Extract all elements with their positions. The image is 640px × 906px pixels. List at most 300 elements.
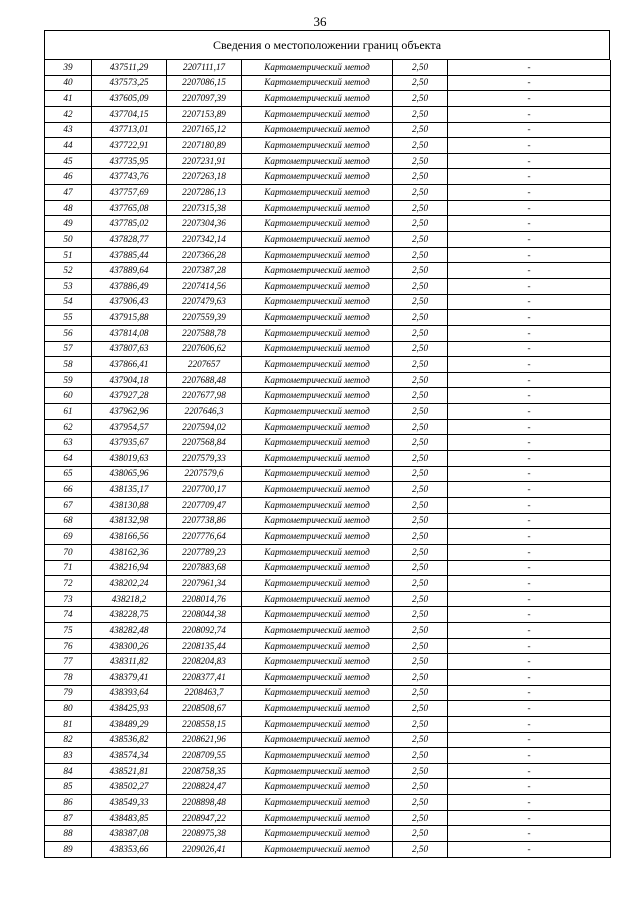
accuracy-cell: 2,50 <box>393 669 448 685</box>
method-cell: Картометрический метод <box>242 497 393 513</box>
table-row <box>45 372 611 388</box>
x-coordinate: 438311,82 <box>92 654 167 670</box>
y-coordinate: 2207588,78 <box>167 325 242 341</box>
accuracy-cell: 2,50 <box>393 482 448 498</box>
accuracy-cell: 2,50 <box>393 106 448 122</box>
table-row <box>45 810 611 826</box>
point-number: 80 <box>45 701 92 717</box>
point-number: 64 <box>45 451 92 467</box>
method-cell: Картометрический метод <box>242 748 393 764</box>
x-coordinate: 437962,96 <box>92 404 167 420</box>
accuracy-cell: 2,50 <box>393 748 448 764</box>
table-row <box>45 75 611 91</box>
x-coordinate: 438521,81 <box>92 763 167 779</box>
extra-cell: - <box>448 294 611 310</box>
table-row <box>45 185 611 201</box>
y-coordinate: 2208898,48 <box>167 795 242 811</box>
point-number: 61 <box>45 404 92 420</box>
point-number: 85 <box>45 779 92 795</box>
y-coordinate: 2208014,76 <box>167 591 242 607</box>
extra-cell: - <box>448 278 611 294</box>
table-row <box>45 513 611 529</box>
point-number: 53 <box>45 278 92 294</box>
table-row <box>45 153 611 169</box>
x-coordinate: 437885,44 <box>92 247 167 263</box>
y-coordinate: 2207738,86 <box>167 513 242 529</box>
extra-cell: - <box>448 560 611 576</box>
x-coordinate: 437757,69 <box>92 185 167 201</box>
method-cell: Картометрический метод <box>242 701 393 717</box>
table-row <box>45 748 611 764</box>
point-number: 41 <box>45 91 92 107</box>
x-coordinate: 438574,34 <box>92 748 167 764</box>
accuracy-cell: 2,50 <box>393 513 448 529</box>
extra-cell: - <box>448 325 611 341</box>
accuracy-cell: 2,50 <box>393 638 448 654</box>
method-cell: Картометрический метод <box>242 247 393 263</box>
extra-cell: - <box>448 763 611 779</box>
method-cell: Картометрический метод <box>242 451 393 467</box>
accuracy-cell: 2,50 <box>393 576 448 592</box>
extra-cell: - <box>448 419 611 435</box>
method-cell: Картометрический метод <box>242 419 393 435</box>
x-coordinate: 437605,09 <box>92 91 167 107</box>
y-coordinate: 2207776,64 <box>167 529 242 545</box>
table-row <box>45 732 611 748</box>
y-coordinate: 2207231,91 <box>167 153 242 169</box>
y-coordinate: 2208508,67 <box>167 701 242 717</box>
x-coordinate: 438130,88 <box>92 497 167 513</box>
x-coordinate: 438379,41 <box>92 669 167 685</box>
accuracy-cell: 2,50 <box>393 685 448 701</box>
point-number: 62 <box>45 419 92 435</box>
method-cell: Картометрический метод <box>242 232 393 248</box>
x-coordinate: 438425,93 <box>92 701 167 717</box>
y-coordinate: 2207304,36 <box>167 216 242 232</box>
method-cell: Картометрический метод <box>242 357 393 373</box>
table-row <box>45 388 611 404</box>
y-coordinate: 2207165,12 <box>167 122 242 138</box>
method-cell: Картометрический метод <box>242 560 393 576</box>
y-coordinate: 2208558,15 <box>167 716 242 732</box>
extra-cell: - <box>448 216 611 232</box>
method-cell: Картометрический метод <box>242 278 393 294</box>
table-row <box>45 560 611 576</box>
method-cell: Картометрический метод <box>242 623 393 639</box>
table-row <box>45 826 611 842</box>
point-number: 60 <box>45 388 92 404</box>
accuracy-cell: 2,50 <box>393 357 448 373</box>
x-coordinate: 438135,17 <box>92 482 167 498</box>
table-row <box>45 435 611 451</box>
point-number: 51 <box>45 247 92 263</box>
extra-cell: - <box>448 388 611 404</box>
extra-cell: - <box>448 779 611 795</box>
extra-cell: - <box>448 701 611 717</box>
method-cell: Картометрический метод <box>242 216 393 232</box>
table-row <box>45 654 611 670</box>
accuracy-cell: 2,50 <box>393 169 448 185</box>
extra-cell: - <box>448 60 611 75</box>
table-row <box>45 529 611 545</box>
y-coordinate: 2207366,28 <box>167 247 242 263</box>
table-row <box>45 638 611 654</box>
table-row <box>45 544 611 560</box>
y-coordinate: 2208709,55 <box>167 748 242 764</box>
table-row <box>45 669 611 685</box>
extra-cell: - <box>448 732 611 748</box>
x-coordinate: 438162,36 <box>92 544 167 560</box>
x-coordinate: 438282,48 <box>92 623 167 639</box>
table-row <box>45 607 611 623</box>
method-cell: Картометрический метод <box>242 466 393 482</box>
extra-cell: - <box>448 607 611 623</box>
point-number: 54 <box>45 294 92 310</box>
x-coordinate: 438166,56 <box>92 529 167 545</box>
table-row <box>45 466 611 482</box>
extra-cell: - <box>448 544 611 560</box>
x-coordinate: 437573,25 <box>92 75 167 91</box>
point-number: 59 <box>45 372 92 388</box>
accuracy-cell: 2,50 <box>393 278 448 294</box>
y-coordinate: 2207286,13 <box>167 185 242 201</box>
method-cell: Картометрический метод <box>242 263 393 279</box>
y-coordinate: 2208947,22 <box>167 810 242 826</box>
accuracy-cell: 2,50 <box>393 810 448 826</box>
method-cell: Картометрический метод <box>242 404 393 420</box>
table-row <box>45 419 611 435</box>
x-coordinate: 438536,82 <box>92 732 167 748</box>
x-coordinate: 437814,08 <box>92 325 167 341</box>
y-coordinate: 2207180,89 <box>167 138 242 154</box>
table-row <box>45 169 611 185</box>
x-coordinate: 437886,49 <box>92 278 167 294</box>
point-number: 57 <box>45 341 92 357</box>
accuracy-cell: 2,50 <box>393 232 448 248</box>
point-number: 71 <box>45 560 92 576</box>
x-coordinate: 437915,88 <box>92 310 167 326</box>
y-coordinate: 2207111,17 <box>167 60 242 75</box>
x-coordinate: 437735,95 <box>92 153 167 169</box>
method-cell: Картометрический метод <box>242 842 393 858</box>
extra-cell: - <box>448 91 611 107</box>
point-number: 82 <box>45 732 92 748</box>
point-number: 43 <box>45 122 92 138</box>
method-cell: Картометрический метод <box>242 482 393 498</box>
extra-cell: - <box>448 75 611 91</box>
x-coordinate: 437765,08 <box>92 200 167 216</box>
y-coordinate: 2207579,6 <box>167 466 242 482</box>
y-coordinate: 2207153,89 <box>167 106 242 122</box>
y-coordinate: 2208092,74 <box>167 623 242 639</box>
y-coordinate: 2207789,23 <box>167 544 242 560</box>
x-coordinate: 438216,94 <box>92 560 167 576</box>
page-number: 36 <box>313 14 327 29</box>
accuracy-cell: 2,50 <box>393 404 448 420</box>
accuracy-cell: 2,50 <box>393 451 448 467</box>
extra-cell: - <box>448 247 611 263</box>
y-coordinate: 2208758,35 <box>167 763 242 779</box>
method-cell: Картометрический метод <box>242 607 393 623</box>
y-coordinate: 2207883,68 <box>167 560 242 576</box>
x-coordinate: 438019,63 <box>92 451 167 467</box>
method-cell: Картометрический метод <box>242 341 393 357</box>
table-row <box>45 497 611 513</box>
point-number: 84 <box>45 763 92 779</box>
table-row <box>45 294 611 310</box>
x-coordinate: 437904,18 <box>92 372 167 388</box>
point-number: 56 <box>45 325 92 341</box>
accuracy-cell: 2,50 <box>393 216 448 232</box>
point-number: 87 <box>45 810 92 826</box>
accuracy-cell: 2,50 <box>393 623 448 639</box>
accuracy-cell: 2,50 <box>393 122 448 138</box>
accuracy-cell: 2,50 <box>393 294 448 310</box>
accuracy-cell: 2,50 <box>393 341 448 357</box>
extra-cell: - <box>448 466 611 482</box>
table-row <box>45 763 611 779</box>
table-row <box>45 310 611 326</box>
point-number: 63 <box>45 435 92 451</box>
y-coordinate: 2207646,3 <box>167 404 242 420</box>
extra-cell: - <box>448 310 611 326</box>
x-coordinate: 438132,98 <box>92 513 167 529</box>
method-cell: Картометрический метод <box>242 529 393 545</box>
y-coordinate: 2208621,96 <box>167 732 242 748</box>
method-cell: Картометрический метод <box>242 138 393 154</box>
x-coordinate: 437713,01 <box>92 122 167 138</box>
method-cell: Картометрический метод <box>242 732 393 748</box>
method-cell: Картометрический метод <box>242 591 393 607</box>
point-number: 78 <box>45 669 92 685</box>
extra-cell: - <box>448 153 611 169</box>
x-coordinate: 438353,66 <box>92 842 167 858</box>
extra-cell: - <box>448 685 611 701</box>
point-number: 70 <box>45 544 92 560</box>
method-cell: Картометрический метод <box>242 325 393 341</box>
y-coordinate: 2207688,48 <box>167 372 242 388</box>
accuracy-cell: 2,50 <box>393 325 448 341</box>
table-row <box>45 278 611 294</box>
x-coordinate: 437704,15 <box>92 106 167 122</box>
extra-cell: - <box>448 200 611 216</box>
accuracy-cell: 2,50 <box>393 497 448 513</box>
method-cell: Картометрический метод <box>242 638 393 654</box>
table-row <box>45 263 611 279</box>
table-row <box>45 482 611 498</box>
table-row <box>45 341 611 357</box>
extra-cell: - <box>448 232 611 248</box>
y-coordinate: 2207594,02 <box>167 419 242 435</box>
method-cell: Картометрический метод <box>242 716 393 732</box>
y-coordinate: 2207315,38 <box>167 200 242 216</box>
accuracy-cell: 2,50 <box>393 372 448 388</box>
x-coordinate: 438202,24 <box>92 576 167 592</box>
point-number: 79 <box>45 685 92 701</box>
x-coordinate: 438549,33 <box>92 795 167 811</box>
method-cell: Картометрический метод <box>242 810 393 826</box>
table-row <box>45 138 611 154</box>
x-coordinate: 438065,96 <box>92 466 167 482</box>
x-coordinate: 437935,67 <box>92 435 167 451</box>
accuracy-cell: 2,50 <box>393 153 448 169</box>
table-row <box>45 325 611 341</box>
accuracy-cell: 2,50 <box>393 75 448 91</box>
point-number: 68 <box>45 513 92 529</box>
accuracy-cell: 2,50 <box>393 529 448 545</box>
y-coordinate: 2207579,33 <box>167 451 242 467</box>
x-coordinate: 438387,08 <box>92 826 167 842</box>
y-coordinate: 2208044,38 <box>167 607 242 623</box>
accuracy-cell: 2,50 <box>393 779 448 795</box>
method-cell: Картометрический метод <box>242 435 393 451</box>
y-coordinate: 2207387,28 <box>167 263 242 279</box>
method-cell: Картометрический метод <box>242 106 393 122</box>
table-row <box>45 685 611 701</box>
accuracy-cell: 2,50 <box>393 91 448 107</box>
x-coordinate: 437866,41 <box>92 357 167 373</box>
accuracy-cell: 2,50 <box>393 60 448 75</box>
method-cell: Картометрический метод <box>242 826 393 842</box>
accuracy-cell: 2,50 <box>393 419 448 435</box>
x-coordinate: 438228,75 <box>92 607 167 623</box>
accuracy-cell: 2,50 <box>393 263 448 279</box>
method-cell: Картометрический метод <box>242 310 393 326</box>
accuracy-cell: 2,50 <box>393 138 448 154</box>
x-coordinate: 438502,27 <box>92 779 167 795</box>
y-coordinate: 2207479,63 <box>167 294 242 310</box>
accuracy-cell: 2,50 <box>393 763 448 779</box>
y-coordinate: 2208135,44 <box>167 638 242 654</box>
point-number: 75 <box>45 623 92 639</box>
extra-cell: - <box>448 669 611 685</box>
x-coordinate: 438483,85 <box>92 810 167 826</box>
extra-cell: - <box>448 748 611 764</box>
x-coordinate: 437743,76 <box>92 169 167 185</box>
point-number: 52 <box>45 263 92 279</box>
accuracy-cell: 2,50 <box>393 795 448 811</box>
accuracy-cell: 2,50 <box>393 842 448 858</box>
table-row <box>45 842 611 858</box>
extra-cell: - <box>448 451 611 467</box>
y-coordinate: 2207709,47 <box>167 497 242 513</box>
table-row <box>45 451 611 467</box>
table-row <box>45 591 611 607</box>
x-coordinate: 438489,29 <box>92 716 167 732</box>
method-cell: Картометрический метод <box>242 654 393 670</box>
accuracy-cell: 2,50 <box>393 607 448 623</box>
point-number: 49 <box>45 216 92 232</box>
y-coordinate: 2208975,38 <box>167 826 242 842</box>
extra-cell: - <box>448 529 611 545</box>
point-number: 58 <box>45 357 92 373</box>
method-cell: Картометрический метод <box>242 513 393 529</box>
point-number: 73 <box>45 591 92 607</box>
extra-cell: - <box>448 623 611 639</box>
table-row <box>45 779 611 795</box>
accuracy-cell: 2,50 <box>393 247 448 263</box>
accuracy-cell: 2,50 <box>393 826 448 842</box>
table-row <box>45 60 611 75</box>
extra-cell: - <box>448 497 611 513</box>
extra-cell: - <box>448 372 611 388</box>
x-coordinate: 437927,28 <box>92 388 167 404</box>
method-cell: Картометрический метод <box>242 544 393 560</box>
x-coordinate: 437511,29 <box>92 60 167 75</box>
table-title: Сведения о местоположении границ объекта <box>44 30 610 60</box>
extra-cell: - <box>448 482 611 498</box>
table-row <box>45 91 611 107</box>
point-number: 40 <box>45 75 92 91</box>
point-number: 44 <box>45 138 92 154</box>
point-number: 81 <box>45 716 92 732</box>
y-coordinate: 2207961,34 <box>167 576 242 592</box>
point-number: 42 <box>45 106 92 122</box>
x-coordinate: 438300,26 <box>92 638 167 654</box>
method-cell: Картометрический метод <box>242 685 393 701</box>
method-cell: Картометрический метод <box>242 294 393 310</box>
extra-cell: - <box>448 842 611 858</box>
accuracy-cell: 2,50 <box>393 732 448 748</box>
extra-cell: - <box>448 263 611 279</box>
y-coordinate: 2208824,47 <box>167 779 242 795</box>
extra-cell: - <box>448 435 611 451</box>
table-row <box>45 232 611 248</box>
accuracy-cell: 2,50 <box>393 544 448 560</box>
y-coordinate: 2207700,17 <box>167 482 242 498</box>
table-row <box>45 247 611 263</box>
table-row <box>45 200 611 216</box>
extra-cell: - <box>448 716 611 732</box>
y-coordinate: 2207559,39 <box>167 310 242 326</box>
point-number: 67 <box>45 497 92 513</box>
extra-cell: - <box>448 513 611 529</box>
point-number: 45 <box>45 153 92 169</box>
point-number: 65 <box>45 466 92 482</box>
extra-cell: - <box>448 357 611 373</box>
accuracy-cell: 2,50 <box>393 435 448 451</box>
table-row <box>45 576 611 592</box>
method-cell: Картометрический метод <box>242 153 393 169</box>
method-cell: Картометрический метод <box>242 576 393 592</box>
y-coordinate: 2207097,39 <box>167 91 242 107</box>
y-coordinate: 2207414,56 <box>167 278 242 294</box>
method-cell: Картометрический метод <box>242 388 393 404</box>
extra-cell: - <box>448 404 611 420</box>
point-number: 47 <box>45 185 92 201</box>
method-cell: Картометрический метод <box>242 185 393 201</box>
method-cell: Картометрический метод <box>242 795 393 811</box>
table-row <box>45 357 611 373</box>
y-coordinate: 2207568,84 <box>167 435 242 451</box>
method-cell: Картометрический метод <box>242 169 393 185</box>
y-coordinate: 2207086,15 <box>167 75 242 91</box>
table-row <box>45 404 611 420</box>
x-coordinate: 438393,64 <box>92 685 167 701</box>
point-number: 66 <box>45 482 92 498</box>
table-row <box>45 623 611 639</box>
x-coordinate: 437954,57 <box>92 419 167 435</box>
table-row <box>45 716 611 732</box>
table-row <box>45 122 611 138</box>
point-number: 55 <box>45 310 92 326</box>
method-cell: Картометрический метод <box>242 91 393 107</box>
x-coordinate: 437906,43 <box>92 294 167 310</box>
accuracy-cell: 2,50 <box>393 388 448 404</box>
extra-cell: - <box>448 341 611 357</box>
extra-cell: - <box>448 106 611 122</box>
method-cell: Картометрический метод <box>242 763 393 779</box>
